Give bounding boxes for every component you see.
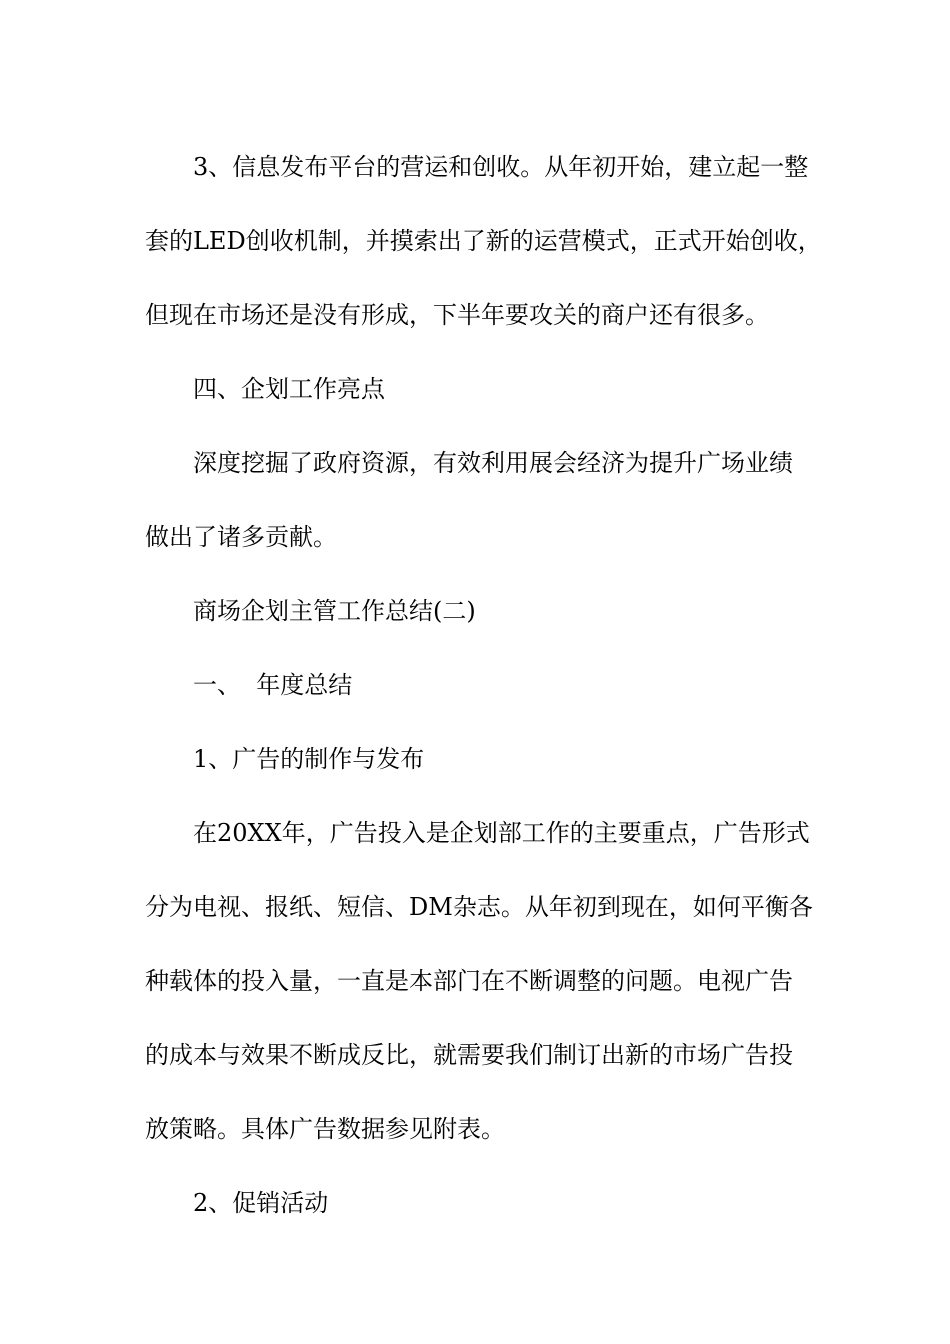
- subsection-heading: 2、促销活动: [193, 1189, 329, 1217]
- heading-summary-two: [145, 574, 815, 648]
- text-line: 放策略。具体广告数据参见附表。: [145, 1115, 505, 1143]
- subsection-heading: 1、广告的制作与发布: [193, 745, 425, 773]
- heading-advertising: [145, 722, 815, 796]
- text-line: 在20XX年，广告投入是企划部工作的主要重点，广告形式: [193, 819, 810, 847]
- paragraph-government-resources: [145, 426, 815, 574]
- text-line: 做出了诸多贡献。: [145, 523, 337, 551]
- document-body: [145, 130, 822, 1240]
- text-line: 分为电视、报纸、短信、DM杂志。从年初到现在，如何平衡各: [145, 893, 813, 921]
- text-line: 的成本与效果不断成反比，就需要我们制订出新的市场广告投: [145, 1041, 793, 1069]
- text-line: 套的LED创收机制，并摸索出了新的运营模式，正式开始创收，: [145, 227, 822, 255]
- text-line: 3、信息发布平台的营运和创收。从年初开始，建立起一整: [193, 153, 809, 181]
- section-heading: 一、 年度总结: [193, 671, 353, 699]
- heading-promotions: [145, 1166, 815, 1240]
- paragraph-info-platform: [145, 130, 822, 352]
- heading-highlights: [145, 352, 815, 426]
- heading-annual-summary: [145, 648, 815, 722]
- text-line: 深度挖掘了政府资源，有效利用展会经济为提升广场业绩: [193, 449, 793, 477]
- paragraph-advertising: [145, 796, 815, 1166]
- document-subtitle: 商场企划主管工作总结(二): [193, 597, 476, 625]
- text-line: 但现在市场还是没有形成，下半年要攻关的商户还有很多。: [145, 301, 769, 329]
- text-line: 种载体的投入量，一直是本部门在不断调整的问题。电视广告: [145, 967, 793, 995]
- section-heading: 四、企划工作亮点: [193, 375, 385, 403]
